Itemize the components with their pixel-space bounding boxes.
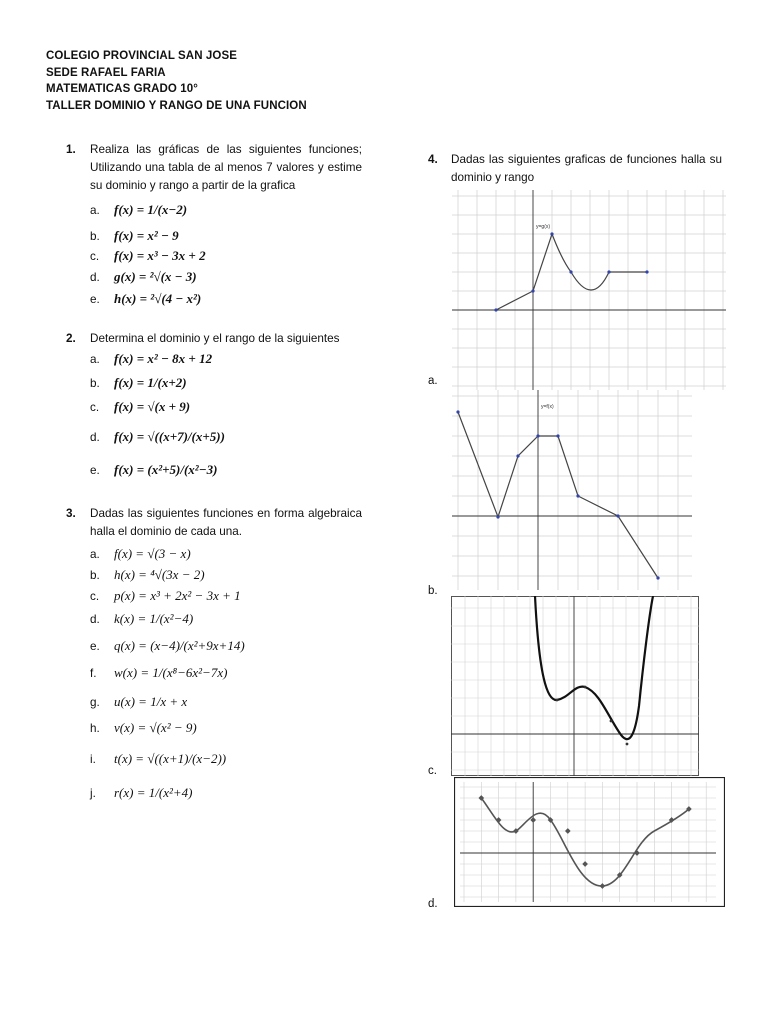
item-letter: h.	[90, 722, 100, 735]
item-letter: d.	[90, 431, 100, 444]
item-letter: g.	[90, 696, 100, 709]
graph-a	[452, 190, 726, 390]
item-expression: f(x) = √(3 − x)	[114, 546, 191, 561]
q3-text: Dadas las siguientes funciones en forma algebraica halla el dominio de cada una.	[90, 507, 362, 538]
graph-c-grid	[451, 596, 699, 776]
q2-item-e	[90, 462, 217, 478]
item-expression: u(x) = 1/x + x	[114, 694, 188, 709]
q1-item-e	[90, 291, 201, 307]
q1-text: Realiza las gráficas de las siguientes funciones; Utilizando una tabla de al menos 7 valores y estime su dominio y rango a partir de la grafica	[90, 143, 362, 192]
q4-number: 4.	[428, 153, 438, 166]
item-letter: c.	[90, 590, 100, 603]
q3-item-i	[90, 751, 226, 767]
item-letter: e.	[90, 464, 100, 477]
graph-a-letter: a.	[428, 375, 438, 387]
course-name: MATEMATICAS GRADO 10°	[46, 83, 198, 95]
q3-item-j	[90, 785, 192, 801]
document-header	[46, 48, 307, 114]
graph-b	[452, 390, 692, 590]
item-expression: f(x) = x² − 9	[114, 228, 179, 243]
item-letter: a.	[90, 548, 100, 561]
school-name: COLEGIO PROVINCIAL SAN JOSE	[46, 50, 237, 62]
graph-c-curve	[535, 596, 653, 739]
graph-a-curve-label: y=g(x)	[536, 224, 551, 230]
item-expression: f(x) = √(x + 9)	[114, 399, 191, 414]
item-letter: a.	[90, 204, 100, 217]
worksheet-title: TALLER DOMINIO Y RANGO DE UNA FUNCION	[46, 99, 307, 112]
graph-d	[454, 777, 725, 907]
q2-item-d	[90, 429, 225, 445]
q4-text: Dadas las siguientes graficas de funciones halla su dominio y rango	[451, 153, 722, 184]
item-expression: t(x) = √((x+1)/(x−2))	[114, 751, 227, 766]
graph-d-letter: d.	[428, 898, 438, 910]
item-expression: q(x) = (x−4)/(x²+9x+14)	[114, 638, 245, 653]
item-letter: j.	[90, 787, 96, 800]
q1-item-c	[90, 248, 206, 264]
q3-item-g	[90, 694, 187, 710]
item-expression: g(x) = ²√(x − 3)	[114, 269, 197, 284]
item-letter: b.	[90, 230, 100, 243]
q2-item-c	[90, 399, 190, 415]
campus-name: SEDE RAFAEL FARIA	[46, 66, 166, 79]
item-expression: h(x) = ⁴√(3x − 2)	[114, 567, 205, 582]
q3-item-c	[90, 588, 241, 604]
item-letter: d.	[90, 271, 100, 284]
q3-number: 3.	[66, 507, 76, 520]
item-expression: f(x) = (x²+5)/(x²−3)	[114, 462, 218, 477]
item-expression: f(x) = √((x+7)/(x+5))	[114, 429, 225, 444]
item-letter: c.	[90, 401, 100, 414]
item-expression: f(x) = 1/(x+2)	[114, 375, 187, 390]
q1-item-b	[90, 228, 179, 244]
q2-item-b	[90, 375, 187, 391]
item-expression: v(x) = √(x² − 9)	[114, 720, 197, 735]
graph-c	[451, 596, 699, 776]
q1-item-a	[90, 202, 187, 218]
item-expression: p(x) = x³ + 2x² − 3x + 1	[114, 588, 241, 603]
q3-item-h	[90, 720, 197, 736]
item-expression: k(x) = 1/(x²−4)	[114, 611, 194, 626]
q2-number: 2.	[66, 332, 76, 345]
item-letter: i.	[90, 753, 96, 766]
item-expression: h(x) = ²√(4 − x²)	[114, 291, 202, 306]
graph-b-curve-label: y=f(x)	[541, 404, 554, 410]
item-expression: r(x) = 1/(x²+4)	[114, 785, 193, 800]
item-expression: f(x) = 1/(x−2)	[114, 202, 188, 217]
item-letter: d.	[90, 613, 100, 626]
q2-item-a	[90, 351, 212, 367]
graph-b-letter: b.	[428, 585, 438, 597]
q2-text: Determina el dominio y el rango de la siguientes	[90, 332, 340, 345]
q1-number: 1.	[66, 143, 76, 156]
graph-c-letter: c.	[428, 765, 437, 777]
q3-item-f	[90, 665, 227, 681]
q1-item-d	[90, 269, 197, 285]
item-letter: f.	[90, 667, 97, 680]
item-letter: e.	[90, 640, 100, 653]
item-expression: f(x) = x³ − 3x + 2	[114, 248, 206, 263]
item-letter: b.	[90, 569, 100, 582]
q3-item-d	[90, 611, 193, 627]
graph-c-frame	[452, 597, 699, 776]
q3-item-a	[90, 546, 191, 562]
item-expression: f(x) = x² − 8x + 12	[114, 351, 213, 366]
q3-item-b	[90, 567, 205, 583]
item-expression: w(x) = 1/(x⁸−6x²−7x)	[114, 665, 228, 680]
q3-item-e	[90, 638, 245, 654]
item-letter: a.	[90, 353, 100, 366]
item-letter: e.	[90, 293, 100, 306]
item-letter: c.	[90, 250, 100, 263]
item-letter: b.	[90, 377, 100, 390]
